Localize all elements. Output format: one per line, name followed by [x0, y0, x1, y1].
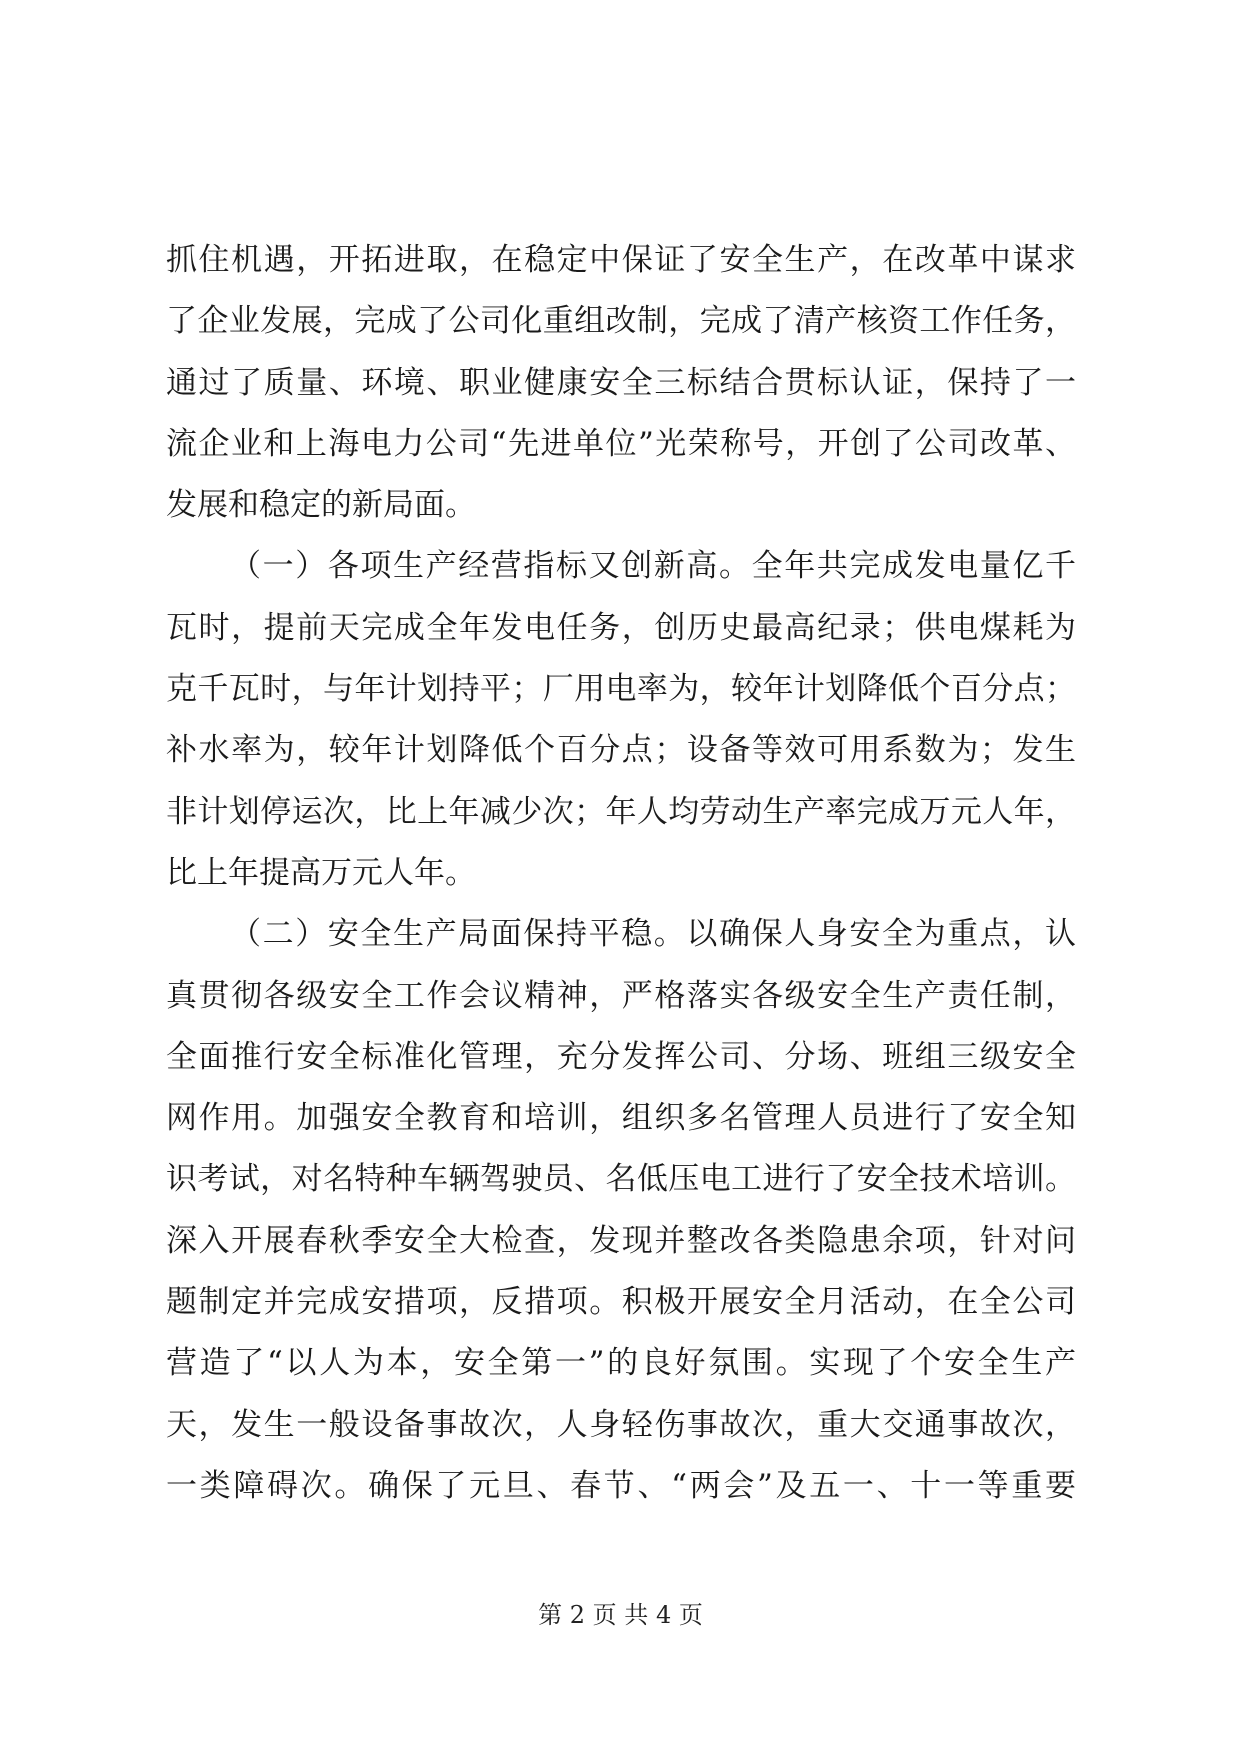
text-line: 发展和稳定的新局面。 — [166, 487, 476, 524]
text-line: 深入开展春秋季安全大检查，发现并整改各类隐患余项，针对问 — [166, 1222, 1076, 1259]
paragraph-heading-line: （一）各项生产经营指标又创新高。全年共完成发电量亿千 — [230, 548, 1076, 585]
text-line: 通过了质量、环境、职业健康安全三标结合贯标认证，保持了一 — [166, 364, 1076, 401]
text-line: 题制定并完成安措项，反措项。积极开展安全月活动，在全公司 — [166, 1284, 1076, 1321]
paragraph-heading-line: （二）安全生产局面保持平稳。以确保人身安全为重点，认 — [230, 916, 1076, 953]
body-text — [166, 230, 1076, 1517]
text-line: 非计划停运次，比上年减少次；年人均劳动生产率完成万元人年， — [166, 793, 1076, 830]
text-line: 全面推行安全标准化管理，充分发挥公司、分场、班组三级安全 — [166, 1038, 1076, 1075]
text-line: 比上年提高万元人年。 — [166, 854, 476, 891]
text-line: 网作用。加强安全教育和培训，组织多名管理人员进行了安全知 — [166, 1100, 1076, 1137]
text-line: 抓住机遇，开拓进取，在稳定中保证了安全生产，在改革中谋求 — [166, 242, 1076, 278]
text-line: 了企业发展，完成了公司化重组改制，完成了清产核资工作任务， — [166, 303, 1076, 340]
text-line: 识考试，对名特种车辆驾驶员、名低压电工进行了安全技术培训。 — [166, 1161, 1076, 1198]
text-line: 营造了“以人为本，安全第一”的良好氛围。实现了个安全生产 — [166, 1345, 1076, 1382]
text-line: 天，发生一般设备事故次，人身轻伤事故次，重大交通事故次， — [166, 1406, 1076, 1443]
page-number-footer: 第 2 页 共 4 页 — [538, 1601, 703, 1629]
text-line: 真贯彻各级安全工作会议精神，严格落实各级安全生产责任制， — [166, 977, 1076, 1014]
text-line: 克千瓦时，与年计划持平；厂用电率为，较年计划降低个百分点； — [166, 671, 1076, 708]
text-line: 补水率为，较年计划降低个百分点；设备等效可用系数为；发生 — [166, 732, 1076, 769]
text-line: 瓦时，提前天完成全年发电任务，创历史最高纪录；供电煤耗为 — [166, 609, 1076, 646]
text-line: 一类障碍次。确保了元旦、春节、“两会”及五一、十一等重要 — [166, 1467, 1076, 1504]
text-line: 流企业和上海电力公司“先进单位”光荣称号，开创了公司改革、 — [166, 425, 1076, 462]
